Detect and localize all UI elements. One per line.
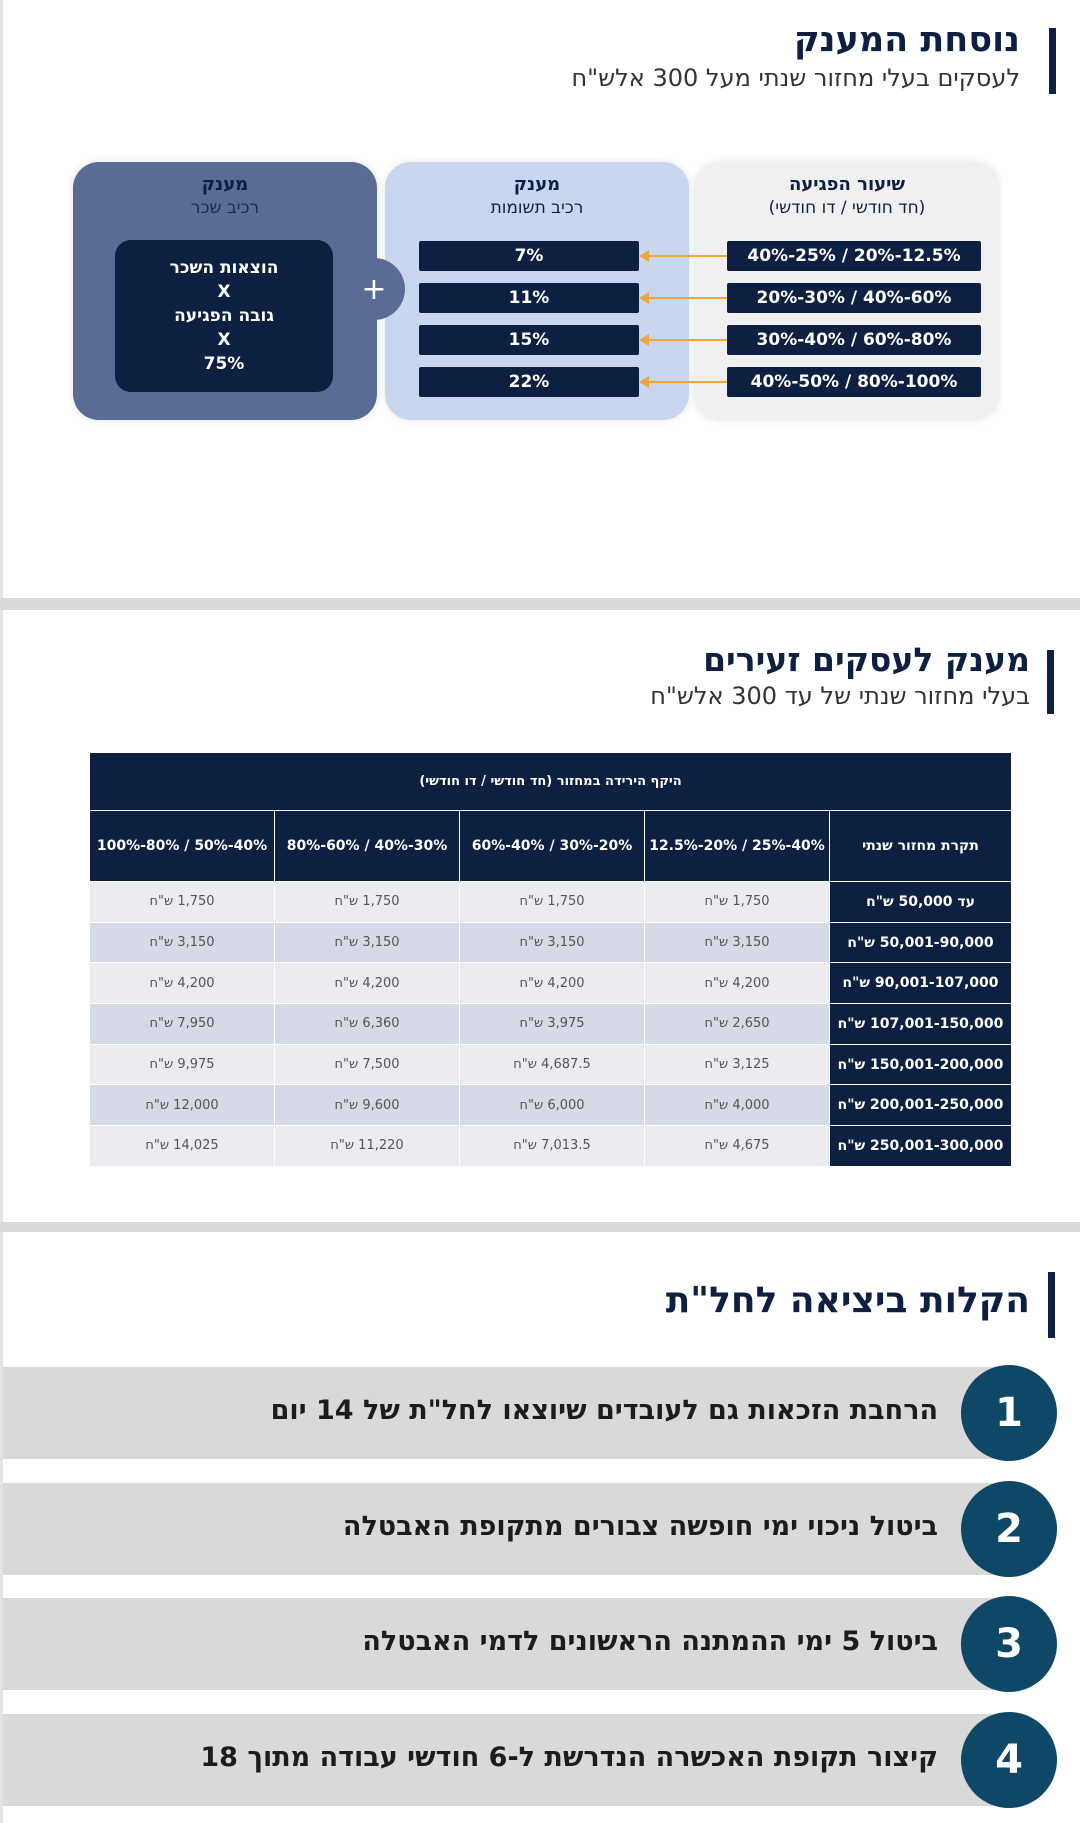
row-label: עד 50,000 ש"ח xyxy=(830,882,1012,923)
multiply-sign: X xyxy=(217,330,231,350)
table-cell: 3,150 ש"ח xyxy=(275,922,460,963)
table-cell: 1,750 ש"ח xyxy=(90,882,275,923)
table-cell: 2,650 ש"ח xyxy=(645,1004,830,1045)
table-cell: 7,500 ש"ח xyxy=(275,1044,460,1085)
rate-pill: 30%-40% / 60%-80% xyxy=(727,325,981,355)
input-percent-pill: 7% xyxy=(419,241,639,271)
rate-pill: 40%-50% / 80%-100% xyxy=(727,367,981,397)
number-badge: 4 xyxy=(961,1712,1057,1808)
table-cell: 1,750 ש"ח xyxy=(275,882,460,923)
wage-card-title: מענק xyxy=(201,174,249,195)
plus-icon: + xyxy=(343,258,405,320)
arrow-left-icon xyxy=(639,334,649,346)
table-top-header: היקף הירידה במחזור (חד חודשי / דו חודשי) xyxy=(90,753,1012,811)
input-percent-pill: 15% xyxy=(419,325,639,355)
relief-title: הקלות ביציאה לחל"ת xyxy=(665,1280,1030,1321)
column-header: 40%-50% / 80%-100% xyxy=(90,811,275,882)
table-cell: 11,220 ש"ח xyxy=(275,1126,460,1167)
grant-table xyxy=(89,752,1012,1167)
number-badge: 2 xyxy=(961,1481,1057,1577)
table-cell: 3,150 ש"ח xyxy=(645,922,830,963)
small-business-title: מענק לעסקים זעירים xyxy=(703,640,1030,679)
title-accent-bar xyxy=(1049,28,1056,94)
number-badge: 3 xyxy=(961,1596,1057,1692)
table-cell: 3,150 ש"ח xyxy=(460,922,645,963)
table-cell: 3,125 ש"ח xyxy=(645,1044,830,1085)
relief-item-text: הרחבת הזכאות גם לעובדים שיוצאו לחל"ת של 14 יום xyxy=(270,1395,938,1426)
table-row xyxy=(90,882,1012,923)
rate-card-subtitle: (חד חודשי / דו חודשי) xyxy=(768,198,926,218)
table-cell: 7,950 ש"ח xyxy=(90,1004,275,1045)
title-accent-bar xyxy=(1048,1272,1055,1338)
table-cell: 4,675 ש"ח xyxy=(645,1126,830,1167)
table-cell: 14,025 ש"ח xyxy=(90,1126,275,1167)
arrow-line xyxy=(645,297,727,299)
table-row xyxy=(90,1044,1012,1085)
table-cell: 4,200 ש"ח xyxy=(460,963,645,1004)
column-header: 20%-30% / 40%-60% xyxy=(460,811,645,882)
table-cell: 9,600 ש"ח xyxy=(275,1085,460,1126)
wage-formula-box xyxy=(115,240,333,392)
wage-formula-line: 75% xyxy=(203,354,245,374)
wage-formula-line: גובה הפגיעה xyxy=(174,306,274,326)
input-card-subtitle: רכיב תשומות xyxy=(490,198,584,218)
arrow-line xyxy=(645,381,727,383)
row-header-title: תקרת מחזור שנתי xyxy=(830,811,1012,882)
multiply-sign: X xyxy=(217,282,231,302)
table-row xyxy=(90,922,1012,963)
arrow-left-icon xyxy=(639,250,649,262)
table-cell: 4,200 ש"ח xyxy=(645,963,830,1004)
table-cell: 7,013.5 ש"ח xyxy=(460,1126,645,1167)
row-label: 200,001-250,000 ש"ח xyxy=(830,1085,1012,1126)
table-cell: 1,750 ש"ח xyxy=(460,882,645,923)
wage-formula-line: הוצאות השכר xyxy=(169,258,279,278)
row-label: 150,001-200,000 ש"ח xyxy=(830,1044,1012,1085)
table-cell: 6,000 ש"ח xyxy=(460,1085,645,1126)
arrow-left-icon xyxy=(639,376,649,388)
arrow-left-icon xyxy=(639,292,649,304)
row-label: 250,001-300,000 ש"ח xyxy=(830,1126,1012,1167)
column-header: 40%-25% / 20%-12.5% xyxy=(645,811,830,882)
table-cell: 12,000 ש"ח xyxy=(90,1085,275,1126)
column-header: 30%-40% / 60%-80% xyxy=(275,811,460,882)
table-cell: 1,750 ש"ח xyxy=(645,882,830,923)
arrow-line xyxy=(645,255,727,257)
formula-title: נוסחת המענק xyxy=(793,20,1020,60)
number-badge: 1 xyxy=(961,1365,1057,1461)
table-cell: 4,000 ש"ח xyxy=(645,1085,830,1126)
input-card-title: מענק xyxy=(513,174,561,195)
formula-panel xyxy=(0,0,1080,598)
table-row xyxy=(90,1004,1012,1045)
input-percent-pill: 11% xyxy=(419,283,639,313)
input-percent-pill: 22% xyxy=(419,367,639,397)
small-business-subtitle: בעלי מחזור שנתי של עד 300 אלש"ח xyxy=(650,682,1030,710)
table-cell: 6,360 ש"ח xyxy=(275,1004,460,1045)
relief-item-text: ביטול 5 ימי ההמתנה הראשונים לדמי האבטלה xyxy=(362,1626,938,1657)
rate-pill: 40%-25% / 20%-12.5% xyxy=(727,241,981,271)
table-cell: 3,975 ש"ח xyxy=(460,1004,645,1045)
row-label: 90,001-107,000 ש"ח xyxy=(830,963,1012,1004)
unpaid-leave-relief-panel xyxy=(0,1232,1080,1823)
title-accent-bar xyxy=(1047,650,1054,714)
row-label: 50,001-90,000 ש"ח xyxy=(830,922,1012,963)
table-cell: 4,200 ש"ח xyxy=(275,963,460,1004)
table-cell: 4,200 ש"ח xyxy=(90,963,275,1004)
table-row xyxy=(90,1126,1012,1167)
row-label: 107,001-150,000 ש"ח xyxy=(830,1004,1012,1045)
arrow-line xyxy=(645,339,727,341)
table-row xyxy=(90,1085,1012,1126)
rate-pill: 20%-30% / 40%-60% xyxy=(727,283,981,313)
relief-item-text: קיצור תקופת האכשרה הנדרשת ל-6 חודשי עבודה מתוך 18 xyxy=(200,1742,938,1773)
table-row xyxy=(90,963,1012,1004)
table-cell: 3,150 ש"ח xyxy=(90,922,275,963)
relief-item-text: ביטול ניכוי ימי חופשה צבורים מתקופת האבטלה xyxy=(342,1511,938,1542)
table-cell: 4,687.5 ש"ח xyxy=(460,1044,645,1085)
formula-subtitle: לעסקים בעלי מחזור שנתי מעל 300 אלש"ח xyxy=(571,64,1020,92)
rate-card-title: שיעור הפגיעה xyxy=(788,174,906,195)
wage-card-subtitle: רכיב שכר xyxy=(190,198,260,218)
table-cell: 9,975 ש"ח xyxy=(90,1044,275,1085)
